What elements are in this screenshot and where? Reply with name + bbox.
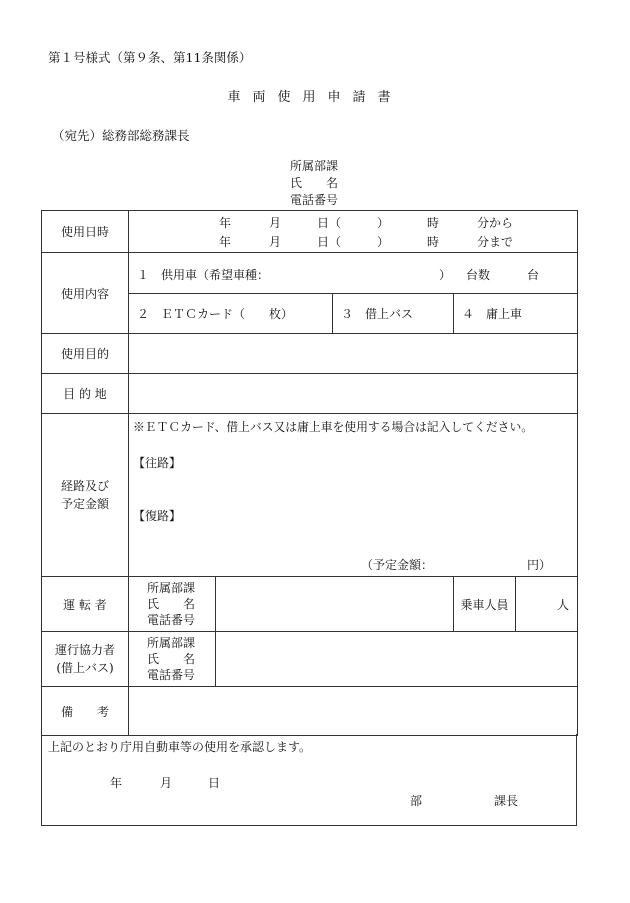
to-weekday-close: ） [377, 235, 390, 249]
applicant-block [290, 158, 338, 209]
driver-info-field[interactable] [216, 577, 454, 632]
approval-dept: 部 [410, 794, 423, 808]
purpose-row [42, 334, 578, 374]
passengers-unit: 人 [557, 597, 570, 612]
from-year: 年 [219, 216, 232, 230]
official-car-close: ） [439, 268, 452, 282]
from-hour: 時 [427, 216, 440, 230]
official-car-option: １ 供用車（希望車種： [137, 268, 270, 282]
approval-year: 年 [110, 776, 123, 790]
driver-name-label: 氏 名 [147, 597, 196, 611]
form-number: 第１号様式（第９条、第11条関係） [48, 50, 252, 65]
driver-sublabels [129, 577, 216, 632]
destination-row [42, 374, 578, 414]
approval-chief: 課長 [494, 794, 519, 808]
to-minute: 分まで [477, 235, 514, 249]
from-month: 月 [269, 216, 282, 230]
etc-card-option[interactable]: ２ ＥＴＣカード（ 枚） [129, 294, 333, 334]
estimate-unit: 円） [527, 558, 552, 572]
to-day: 日（ [317, 235, 342, 249]
to-year: 年 [219, 235, 232, 249]
passengers-label: 乗車人員 [454, 577, 516, 632]
remarks-label: 備 考 [42, 687, 129, 736]
route-row [42, 414, 578, 577]
vehicle-count-unit: 台 [527, 268, 540, 282]
destination-field[interactable] [129, 374, 578, 414]
page-title: 車両使用申請書 [227, 90, 403, 105]
application-form-table [41, 210, 578, 736]
approval-section [41, 734, 577, 826]
remarks-row [42, 687, 578, 736]
driver-row [42, 577, 578, 632]
passengers-field[interactable] [516, 577, 578, 632]
driver-dept-label: 所属部課 [147, 581, 196, 595]
return-label: 【復路】 [133, 509, 182, 523]
usage-content-row1 [42, 253, 578, 294]
approval-month: 月 [160, 776, 173, 790]
cooperator-dept-label: 所属部課 [147, 636, 196, 650]
usage-datetime-field[interactable] [129, 211, 578, 253]
addressee: （宛先）総務部総務課長 [52, 128, 190, 143]
applicant-name-label: 氏 名 [290, 176, 339, 190]
chartered-bus-option[interactable]: ３ 借上バス [333, 294, 454, 334]
cooperator-sublabels [129, 632, 216, 687]
outbound-label: 【往路】 [133, 456, 182, 470]
route-label-line2: 予定金額 [60, 497, 109, 511]
cooperator-label-line2: (借上バス) [56, 661, 114, 675]
vehicle-count-label: 台数 [466, 268, 491, 282]
from-day: 日（ [317, 216, 342, 230]
hired-car-option[interactable]: ４ 庸上車 [454, 294, 578, 334]
approval-day: 日 [208, 776, 221, 790]
approval-statement: 上記のとおり庁用自動車等の使用を承認します。 [48, 740, 312, 754]
driver-label: 運 転 者 [42, 577, 129, 632]
cooperator-label-line1: 運行協力者 [54, 643, 115, 657]
cooperator-row [42, 632, 578, 687]
applicant-phone-label: 電話番号 [290, 193, 339, 207]
remarks-field[interactable] [129, 687, 578, 736]
purpose-field[interactable] [129, 334, 578, 374]
route-label [42, 414, 129, 577]
to-hour: 時 [427, 235, 440, 249]
route-note: ※ＥＴＣカード、借上バス又は庸上車を使用する場合は記入してください。 [133, 420, 534, 434]
official-car-field[interactable] [129, 253, 578, 294]
to-month: 月 [269, 235, 282, 249]
from-weekday-close: ） [377, 216, 390, 230]
cooperator-label [42, 632, 129, 687]
usage-content-label: 使用内容 [42, 253, 129, 334]
route-field[interactable] [129, 414, 578, 577]
applicant-dept-label: 所属部課 [290, 159, 339, 173]
usage-datetime-row [42, 211, 578, 253]
driver-phone-label: 電話番号 [147, 613, 196, 627]
from-minute: 分から [477, 216, 514, 230]
destination-label: 目 的 地 [42, 374, 129, 414]
estimate-label: （予定金額： [361, 558, 434, 572]
cooperator-name-label: 氏 名 [147, 652, 196, 666]
route-label-line1: 経路及び [60, 479, 109, 493]
cooperator-info-field[interactable] [216, 632, 578, 687]
usage-datetime-label: 使用日時 [42, 211, 129, 253]
purpose-label: 使用目的 [42, 334, 129, 374]
cooperator-phone-label: 電話番号 [147, 668, 196, 682]
